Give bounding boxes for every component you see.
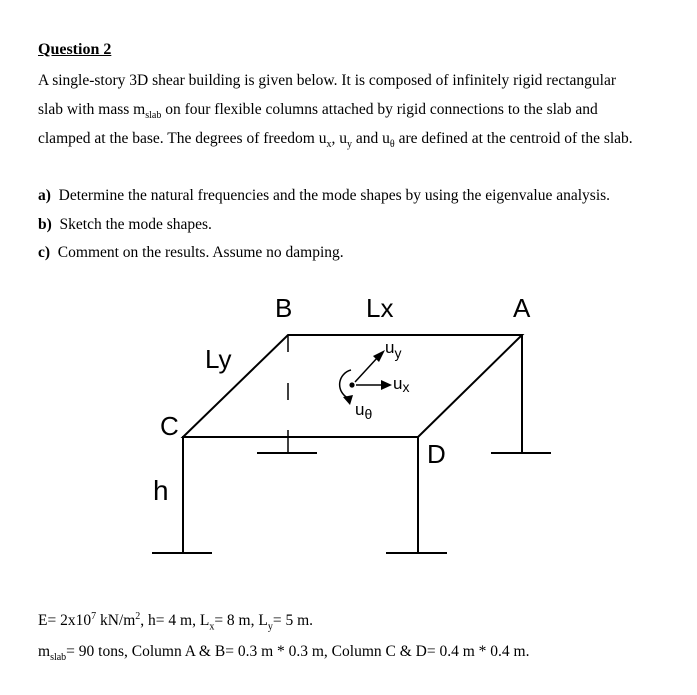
task-c-text: Comment on the results. Assume no damping. xyxy=(57,244,344,261)
task-c-label: c) xyxy=(38,244,51,261)
task-a-label: a) xyxy=(38,187,51,204)
ux-sub: x xyxy=(402,379,410,395)
label-lx: Lx xyxy=(366,293,394,323)
intro-text-mass: slab with mass m xyxy=(38,101,146,118)
label-h: h xyxy=(153,475,169,506)
dof-theta-sub: θ xyxy=(389,139,395,151)
givens-slab-sub: slab xyxy=(50,652,67,664)
utheta-letter: u xyxy=(355,400,365,419)
label-utheta xyxy=(355,400,372,422)
givens-lx: = 8 m, L xyxy=(214,612,268,630)
givens-e: E= 2x10 xyxy=(38,612,92,630)
givens-ly-sub: y xyxy=(267,621,273,633)
task-b-text: Sketch the mode shapes. xyxy=(59,216,212,233)
intro-text-defined: are defined at the centroid of the slab. xyxy=(398,130,633,147)
intro-line-1: A single-story 3D shear building is given below. It is composed of infinitely rigid rectangular xyxy=(38,72,616,89)
uy-arrow xyxy=(355,357,378,382)
uy-sub: y xyxy=(394,345,402,361)
label-c: C xyxy=(160,411,179,441)
ux-arrowhead xyxy=(381,380,392,390)
rotation-arc xyxy=(340,370,351,398)
dof-y-sub: y xyxy=(347,139,352,151)
givens-m: m xyxy=(38,643,51,660)
givens-h: , h= 4 m, L xyxy=(140,612,210,630)
label-uy xyxy=(385,338,401,361)
label-b: B xyxy=(275,293,293,323)
label-ux xyxy=(393,374,409,395)
intro-text-and: and u xyxy=(355,130,390,147)
intro-text-columns: on four flexible columns attached by rigid connections to the slab and xyxy=(165,101,598,118)
givens-unit: kN/m xyxy=(96,612,136,630)
givens-columns: = 90 tons, Column A & B= 0.3 m * 0.3 m, Column C & D= 0.4 m * 0.4 m. xyxy=(66,643,530,660)
label-a: A xyxy=(513,293,531,323)
task-b-label: b) xyxy=(38,216,52,233)
centroid-dot xyxy=(349,382,354,387)
question-heading: Question 2 xyxy=(38,41,112,58)
givens-lx-sub: x xyxy=(209,621,215,633)
givens-line-1 xyxy=(38,611,313,632)
dof-x-sub: x xyxy=(326,139,332,151)
givens-unit-exp: 2 xyxy=(135,611,141,622)
intro-text-clamped: clamped at the base. The degrees of freedom u xyxy=(38,130,327,147)
givens-line-2 xyxy=(38,643,529,663)
intro-text-comma: , u xyxy=(331,130,347,147)
givens-ly: = 5 m. xyxy=(272,612,314,630)
givens-e-exp: 7 xyxy=(91,611,97,622)
label-d: D xyxy=(427,439,446,469)
task-a-text: Determine the natural frequencies and the mode shapes by using the eigenvalue analysis. xyxy=(58,187,611,204)
label-ly: Ly xyxy=(205,344,232,374)
ux-letter: u xyxy=(393,374,403,393)
uy-letter: u xyxy=(385,338,395,357)
utheta-sub: θ xyxy=(364,406,373,422)
slab-subscript: slab xyxy=(145,110,162,122)
